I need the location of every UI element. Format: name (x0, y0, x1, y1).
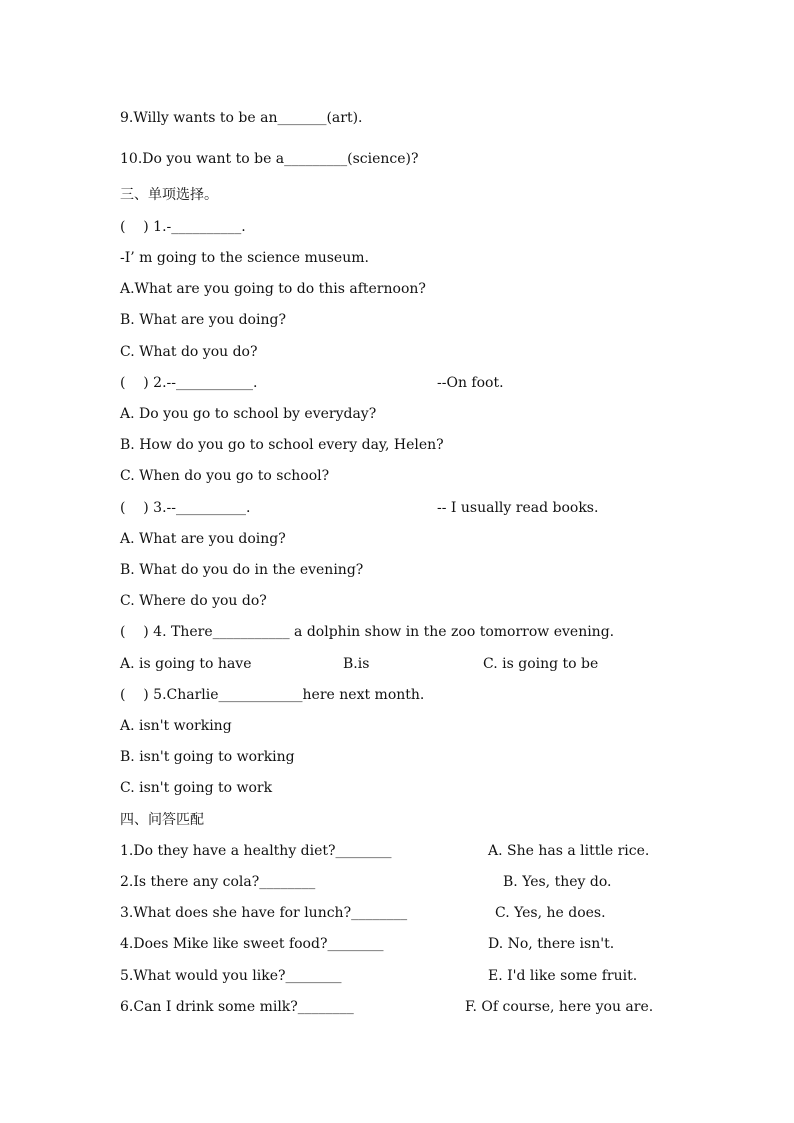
text-line: -I’ m going to the science museum. (120, 250, 369, 266)
text-line: A.What are you going to do this afternoon? (120, 281, 426, 297)
text-line: 3.What does she have for lunch?________ (120, 905, 408, 921)
text-line: C. Yes, he does. (495, 905, 606, 921)
text-line: D. No, there isn't. (488, 936, 615, 952)
text-line: 5.What would you like?________ (120, 968, 342, 984)
text-line: B.is (343, 656, 370, 672)
text-line: F. Of course, here you are. (465, 999, 654, 1015)
text-line: C. isn't going to work (120, 780, 273, 796)
text-line: ( ) 5.Charlie____________here next month. (120, 687, 425, 703)
text-line: C. is going to be (483, 656, 599, 672)
text-line: C. What do you do? (120, 344, 258, 360)
text-line: --On foot. (437, 375, 504, 391)
text-line: ( ) 1.-__________. (120, 219, 246, 235)
text-line: 四、问答匹配 (120, 812, 204, 828)
text-line: C. When do you go to school? (120, 468, 330, 484)
text-line: B. How do you go to school every day, Helen? (120, 437, 444, 453)
text-line: A. She has a little rice. (488, 843, 650, 859)
text-line: E. I'd like some fruit. (488, 968, 638, 984)
text-line: 4.Does Mike like sweet food?________ (120, 936, 384, 952)
text-line: C. Where do you do? (120, 593, 267, 609)
text-line: ( ) 2.--___________. (120, 375, 258, 391)
text-line: A. Do you go to school by everyday? (120, 406, 377, 422)
text-line: 10.Do you want to be a_________(science)? (120, 151, 419, 167)
text-line: ( ) 3.--__________. (120, 500, 251, 516)
text-line: 9.Willy wants to be an_______(art). (120, 110, 363, 126)
text-line: A. What are you doing? (120, 531, 286, 547)
text-line: -- I usually read books. (437, 500, 599, 516)
text-line: B. What are you doing? (120, 312, 286, 328)
text-line: B. What do you do in the evening? (120, 562, 364, 578)
text-line: 三、单项选择。 (120, 187, 218, 203)
text-line: B. isn't going to working (120, 749, 295, 765)
text-line: A. is going to have (120, 656, 252, 672)
text-line: 2.Is there any cola?________ (120, 874, 316, 890)
text-line: 6.Can I drink some milk?________ (120, 999, 354, 1015)
text-line: 1.Do they have a healthy diet?________ (120, 843, 392, 859)
text-line: B. Yes, they do. (503, 874, 612, 890)
text-line: A. isn't working (120, 718, 232, 734)
text-line: ( ) 4. There___________ a dolphin show in the zoo tomorrow evening. (120, 624, 615, 640)
